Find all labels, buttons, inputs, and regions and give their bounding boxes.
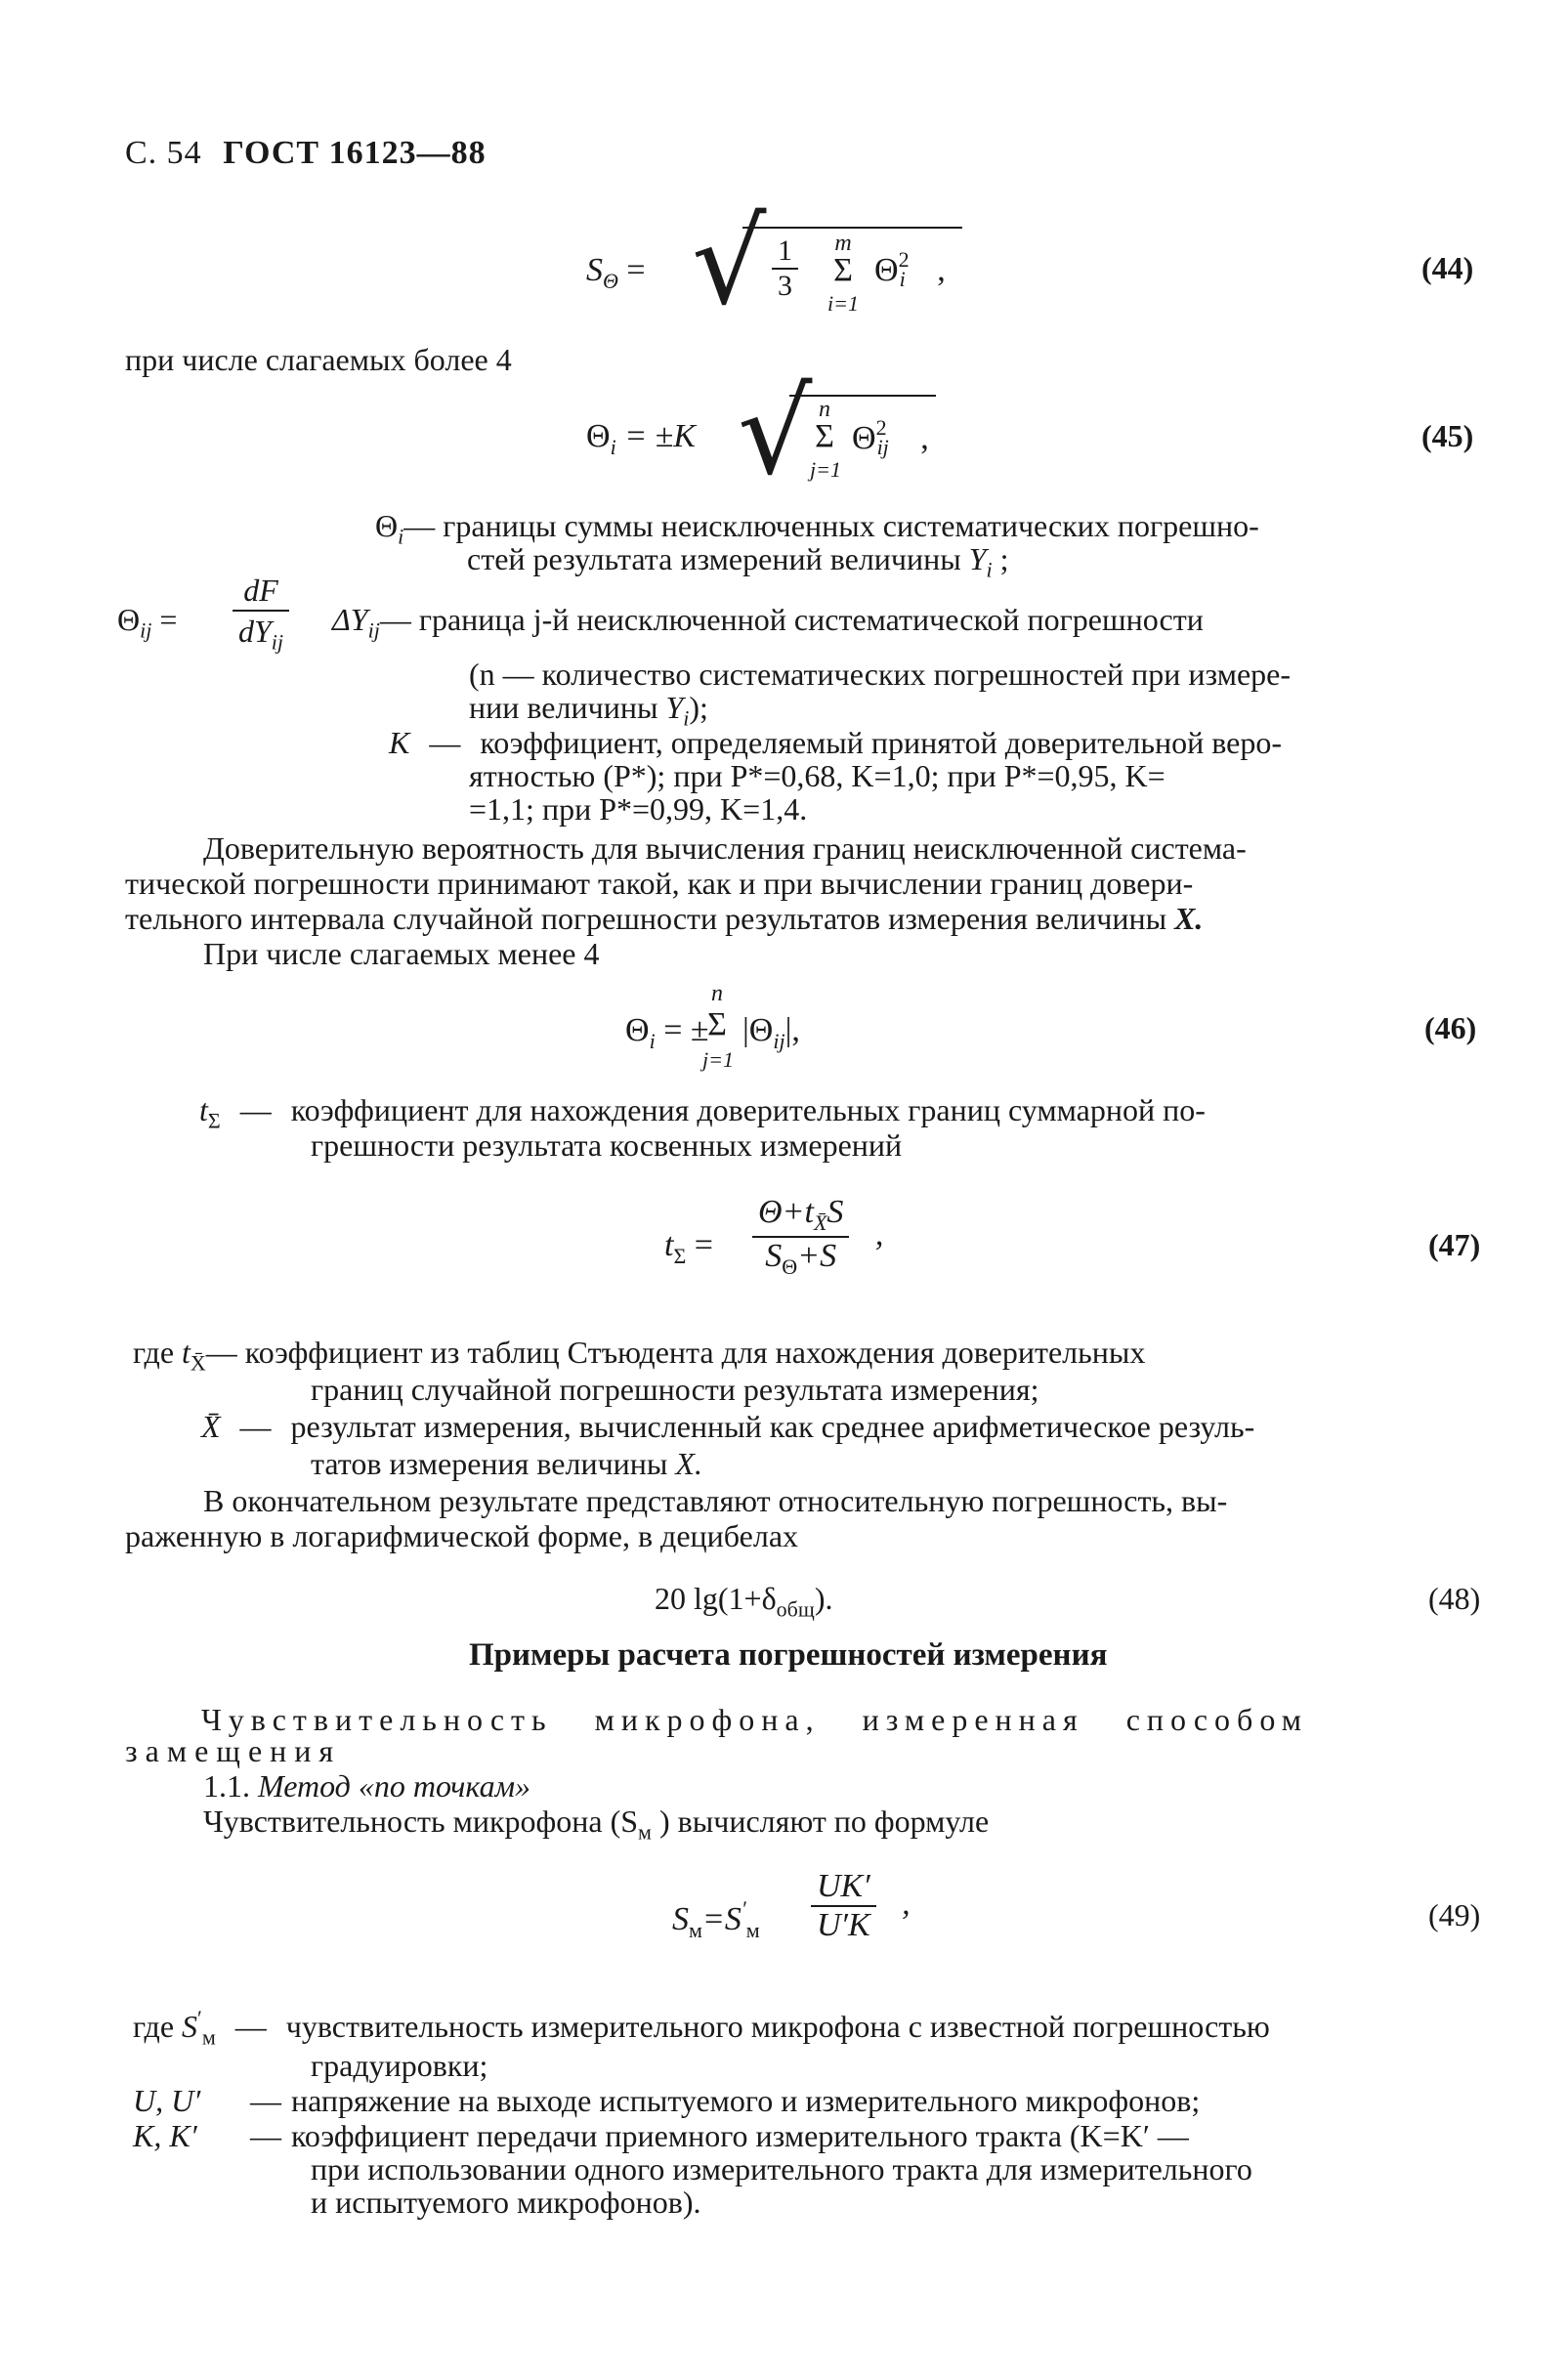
- theta-ij-line2: (n — количество систематических погрешностей при измере-: [469, 657, 1292, 692]
- eq45-term-sup: 2: [875, 415, 887, 440]
- eq49-number: (49): [1428, 1897, 1481, 1932]
- eq47-den-sub: Θ: [782, 1253, 798, 1279]
- eq47-num-sub: X̄: [813, 1210, 827, 1235]
- eq45-lhs-sub: i: [610, 434, 616, 459]
- xbar-line2-var: X.: [675, 1446, 702, 1481]
- eq47-eq: =: [694, 1227, 713, 1263]
- K-line3: =1,1; при P*=0,99, K=1,4.: [469, 791, 808, 827]
- eq47-number: (47): [1428, 1227, 1481, 1262]
- theta-i-line2-sub: i: [986, 557, 993, 582]
- theta-ij-fraction: [233, 571, 289, 661]
- eq46-lhs: Θ: [625, 1012, 650, 1048]
- eq46-term-sub: ij: [773, 1028, 785, 1053]
- eq44-term: Θ: [874, 252, 899, 288]
- theta-ij-eq: =: [159, 602, 178, 637]
- eq44-sum-top: m: [834, 231, 852, 256]
- xbar-dash: —: [239, 1409, 272, 1444]
- theta-ij-line3-end: );: [689, 690, 708, 725]
- theta-ij-dash: —: [379, 602, 411, 637]
- eq44-sum-sign: Σ: [833, 252, 853, 288]
- eq44-sqrt-bar: [742, 227, 962, 229]
- tsigma-line2: грешности результата косвенных измерений: [311, 1127, 903, 1163]
- theta-i-line2-end: ;: [999, 541, 1009, 576]
- Sm-line1: чувствительность измерительного микрофона с известной погрешностью: [285, 2009, 1270, 2044]
- K-line1: коэффициент, определяемый принятой доверительной веро-: [480, 725, 1283, 760]
- eq44-lhs-sub: Θ: [603, 268, 618, 293]
- eq45-sum-bottom: j=1: [810, 457, 841, 482]
- eq45-rhs: = ±K: [624, 418, 696, 454]
- theta-i-dash: —: [403, 508, 436, 543]
- tx-symbol-sub: X̄: [190, 1350, 206, 1376]
- Sm-symbol: S: [182, 2009, 198, 2044]
- eq49-lhs: S: [672, 1901, 689, 1937]
- K-symbol: K: [389, 725, 410, 760]
- eq49-eq: =S: [701, 1901, 742, 1937]
- theta-ij-symbol: Θ: [117, 602, 141, 637]
- Sm-prefix: где: [133, 2009, 175, 2044]
- KK-line2: при использовании одного измерительного тракта для измерительного: [311, 2151, 1252, 2186]
- tsigma-symbol: t: [199, 1092, 208, 1127]
- definition-U: [133, 2081, 1200, 2120]
- eq45-lhs: Θ: [586, 418, 611, 454]
- Sm-dash: —: [234, 2009, 267, 2044]
- tx-symbol: t: [182, 1335, 191, 1370]
- K-line2: ятностью (P*); при P*=0,68, K=1,0; при P*=0,95, K=: [469, 758, 1165, 793]
- Sm-symbol-sub: м: [201, 2024, 216, 2050]
- item-1-1-title: Метод «по точкам»: [258, 1768, 530, 1804]
- item-1-1: [203, 1766, 530, 1805]
- theta-ij-symbol-sub: ij: [140, 617, 152, 643]
- theta-i-symbol-sub: i: [398, 524, 404, 549]
- eq46-number: (46): [1424, 1010, 1477, 1045]
- page-header: [125, 135, 487, 172]
- theta-i-line2: стей результата измерений величины: [467, 541, 961, 576]
- item-1-1-number: 1.1.: [203, 1768, 250, 1804]
- section-title: Примеры расчета погрешностей измерения: [469, 1637, 1108, 1673]
- sens-sub: м: [638, 1819, 652, 1845]
- eq49-num: UK′: [811, 1868, 876, 1907]
- eq47-den: S: [765, 1237, 783, 1274]
- tsigma-dash: —: [239, 1092, 272, 1127]
- theta-ij-delta: ΔY: [332, 602, 368, 637]
- eq44-equals: =: [626, 252, 646, 288]
- U-dash: —: [250, 2083, 281, 2118]
- eq49-eq-sub: м: [745, 1917, 760, 1942]
- U-symbol: U, U′: [133, 2083, 201, 2118]
- theta-ij-line3-pre: нии величины: [469, 690, 658, 725]
- KK-dash: —: [250, 2118, 281, 2153]
- sens-end: ) вычисляют по формуле: [658, 1804, 990, 1839]
- theta-ij-delta-sub: ij: [367, 617, 380, 643]
- p1-line3-var: X.: [1174, 901, 1204, 936]
- p1-line1: Доверительную вероятность для вычисления границ неисключенной система-: [203, 830, 1247, 866]
- eq48-end: ).: [814, 1581, 833, 1616]
- theta-i-symbol: Θ: [375, 508, 399, 543]
- eq44-lhs: S: [586, 252, 603, 288]
- intro-eq45: при числе слагаемых более 4: [125, 342, 512, 377]
- eq49-trail: ,: [902, 1885, 911, 1922]
- p1-line3: тельного интервала случайной погрешности результатов измерения величины: [125, 901, 1167, 936]
- eq46-term: |Θ: [742, 1012, 774, 1048]
- subsection-line1: Чувствительность микрофона, измеренная способом: [201, 1702, 1308, 1737]
- eq45-sum-sign: Σ: [815, 418, 834, 454]
- eq47-trail: ,: [874, 1215, 884, 1252]
- theta-ij-frac-den: dY: [238, 614, 272, 649]
- p1-line2: тической погрешности принимают такой, как и при вычислении границ довери-: [125, 866, 1194, 901]
- eq47-num: Θ+t: [758, 1194, 814, 1230]
- eq44-fraction: [772, 234, 798, 303]
- sensitivity-sentence: [203, 1802, 989, 1851]
- theta-ij-line1: граница j-й неисключенной систематической погрешности: [418, 602, 1204, 637]
- eq44-trail: ,: [937, 252, 946, 288]
- eq49-fraction: [811, 1868, 876, 1944]
- theta-ij-line3-var: Y: [665, 690, 684, 725]
- xbar-symbol: X̄: [201, 1409, 221, 1444]
- eq47-lhs-sub: Σ: [673, 1243, 687, 1268]
- subsection-line2: замещения: [125, 1733, 342, 1768]
- p2-line2: раженную в логарифмической форме, в децибелах: [125, 1518, 799, 1553]
- Sm-symbol-sup: ′: [197, 2006, 202, 2030]
- eq47-den-end: +S: [797, 1237, 837, 1274]
- eq47-lhs: t: [664, 1227, 674, 1263]
- KK-line3: и испытуемого микрофонов).: [311, 2185, 701, 2220]
- sens-line: Чувствительность микрофона (S: [203, 1804, 639, 1839]
- eq46-sum-sign: Σ: [707, 1006, 727, 1042]
- intro-eq46: При числе слагаемых менее 4: [203, 936, 600, 971]
- eq48-sub: общ: [776, 1596, 815, 1622]
- eq44-term-sup: 2: [898, 247, 910, 272]
- eq49-eq-sup: ′: [741, 1896, 746, 1921]
- tsigma-symbol-sub: Σ: [207, 1108, 221, 1133]
- eq46-lhs-sub: i: [649, 1028, 656, 1053]
- eq47-fraction: [752, 1194, 849, 1280]
- eq47-num-end: S: [826, 1194, 844, 1230]
- eq48-expr: 20 lg(1+δ: [655, 1581, 777, 1616]
- tx-line2: границ случайной погрешности результата измерения;: [311, 1372, 1039, 1407]
- xbar-line2: татов измерения величины: [311, 1446, 668, 1481]
- standard-code: ГОСТ 16123—88: [223, 135, 487, 171]
- eq46-sum-top: n: [711, 981, 723, 1006]
- U-line1: напряжение на выходе испытуемого и измерительного микрофонов;: [291, 2083, 1201, 2118]
- eq45-sqrt-icon: √: [738, 365, 813, 501]
- eq44-frac-num: 1: [772, 234, 798, 270]
- theta-ij-line3-sub: i: [683, 705, 690, 731]
- theta-i-line2-var: Y: [968, 541, 987, 576]
- KK-symbol: K, K′: [133, 2118, 197, 2153]
- tx-line1: коэффициент из таблиц Стъюдента для нахождения доверительных: [244, 1335, 1146, 1370]
- tx-dash: —: [205, 1335, 237, 1370]
- Sm-line2: градуировки;: [311, 2048, 488, 2083]
- eq46-term-end: |,: [784, 1012, 800, 1048]
- theta-ij-frac-num: dF: [233, 571, 289, 612]
- eq46-sum-bottom: j=1: [702, 1047, 734, 1072]
- eq44-number: (44): [1421, 250, 1474, 285]
- page-number: С. 54: [125, 135, 202, 171]
- tx-prefix: где: [133, 1335, 175, 1370]
- eq49-den: U′K: [817, 1907, 870, 1943]
- eq44-term-sub: i: [899, 267, 906, 291]
- eq44-frac-den: 3: [778, 270, 792, 302]
- theta-i-line1: границы суммы неисключенных систематических погрешно-: [443, 508, 1259, 543]
- eq46-rhs: = ±: [663, 1012, 709, 1048]
- tsigma-line1: коэффициент для нахождения доверительных границ суммарной по-: [290, 1092, 1206, 1127]
- eq48-number: (48): [1428, 1581, 1481, 1616]
- eq45-term-sub: ij: [876, 435, 889, 459]
- eq44-sqrt-icon: √: [692, 195, 767, 331]
- xbar-line1: результат измерения, вычисленный как среднее арифметическое резуль-: [290, 1409, 1255, 1444]
- eq45-number: (45): [1421, 418, 1474, 453]
- eq45-trail: ,: [920, 420, 929, 456]
- eq44-sum-bottom: i=1: [827, 291, 859, 316]
- theta-ij-frac-den-sub: ij: [271, 629, 284, 655]
- K-dash: —: [429, 725, 461, 760]
- eq49-lhs-sub: м: [689, 1917, 702, 1942]
- KK-line1: коэффициент передачи приемного измерительного тракта (K=K′ —: [291, 2118, 1189, 2153]
- eq45-sum-top: n: [819, 397, 830, 422]
- eq45-term: Θ: [852, 420, 876, 456]
- p2-line1: В окончательном результате представляют относительную погрешность, вы-: [203, 1483, 1228, 1518]
